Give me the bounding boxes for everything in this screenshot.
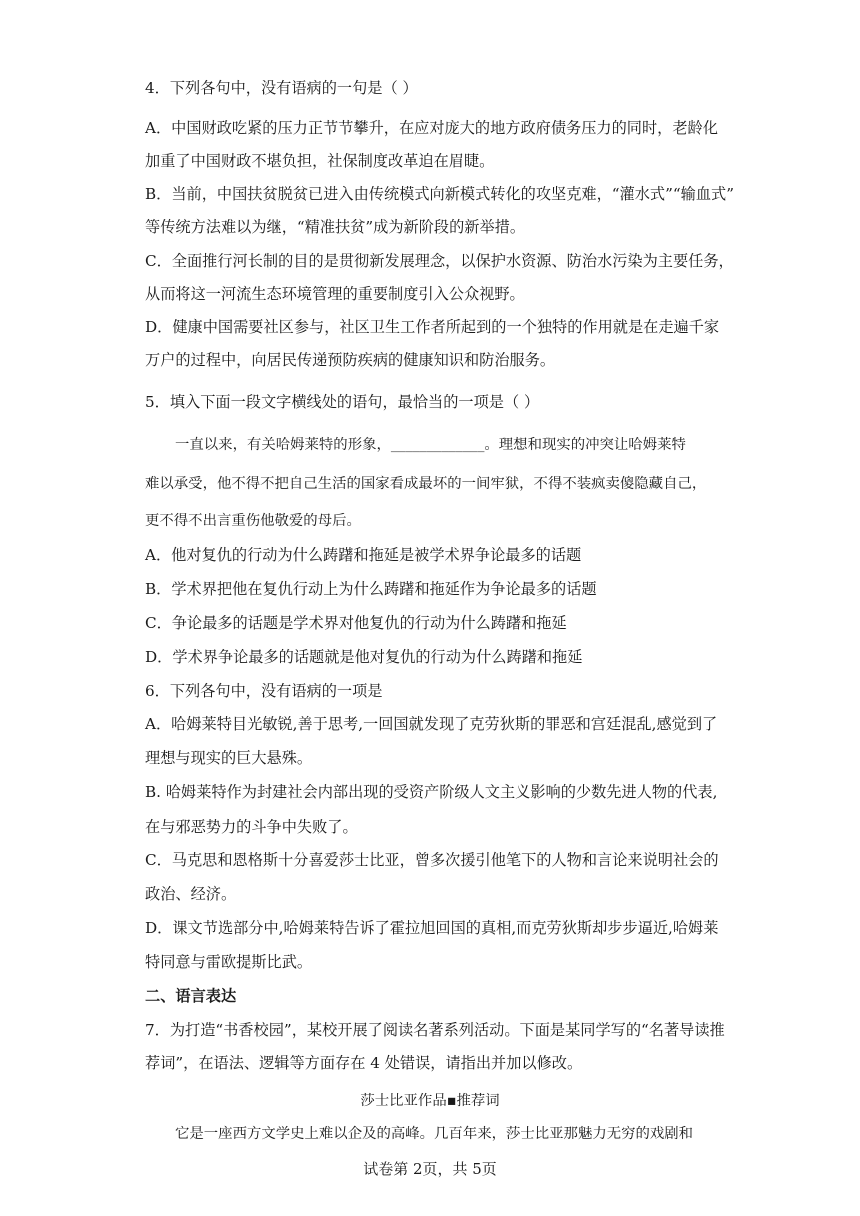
question-5-option-b: B．学术界把他在复仇行动上为什么踌躇和拖延作为争论最多的话题	[145, 580, 597, 598]
question-4-option-a-line2: 加重了中国财政不堪负担，社保制度改革迫在眉睫。	[145, 152, 495, 170]
recommendation-title: 莎士比亚作品▪推荐词	[360, 1093, 500, 1109]
question-5-option-c: C．争论最多的话题是学术界对他复仇的行动为什么踌躇和拖延	[145, 614, 567, 632]
question-5-option-d: D．学术界争论最多的话题就是他对复仇的行动为什么踌躇和拖延	[145, 648, 583, 666]
question-4-stem: 4．下列各句中，没有语病的一句是（ ）	[145, 79, 418, 97]
question-5-stem: 5．填入下面一段文字横线处的语句，最恰当的一项是（ ）	[145, 393, 540, 411]
question-6-option-c-line2: 政治、经济。	[145, 885, 237, 903]
question-6-option-b-line2: 在与邪恶势力的斗争中失败了。	[145, 818, 358, 836]
question-4-option-a-line1: A．中国财政吃紧的压力正节节攀升，在应对庞大的地方政府债务压力的同时，老龄化	[145, 119, 718, 137]
section-heading: 二、语言表达	[145, 987, 237, 1005]
question-4-option-b-line1: B．当前，中国扶贫脱贫已进入由传统模式向新模式转化的攻坚克难，“灌水式”“输血式”	[145, 185, 734, 203]
question-4-option-b-line2: 等传统方法难以为继，“精准扶贫”成为新阶段的新举措。	[145, 218, 526, 236]
question-6-option-a-line2: 理想与现实的巨大悬殊。	[145, 749, 313, 767]
recommendation-body-line1: 它是一座西方文学史上难以企及的高峰。几百年来，莎士比亚那魅力无穷的戏剧和	[175, 1126, 694, 1142]
question-6-option-a-line1: A．哈姆莱特目光敏锐,善于思考,一回国就发现了克劳狄斯的罪恶和宫廷混乱,感觉到了	[145, 715, 718, 733]
question-6-option-d-line1: D．课文节选部分中,哈姆莱特告诉了霍拉旭回国的真相,而克劳狄斯却步步逼近,哈姆莱	[145, 919, 719, 937]
question-7-stem-line1: 7．为打造“书香校园”，某校开展了阅读名著系列活动。下面是某同学写的“名著导读推	[145, 1021, 725, 1039]
page-footer: 试卷第 2页，共 5页	[363, 1160, 497, 1178]
question-6-option-d-line2: 特同意与雷欧提斯比武。	[145, 953, 313, 971]
question-5-option-a: A．他对复仇的行动为什么踌躇和拖延是被学术界争论最多的话题	[145, 546, 582, 564]
question-5-passage-line1: 一直以来，有关哈姆莱特的形象，_____________。理想和现实的冲突让哈姆莱特	[175, 437, 686, 453]
question-4-option-c-line1: C．全面推行河长制的目的是贯彻新发展理念，以保护水资源、防治水污染为主要任务，	[145, 252, 734, 270]
question-5-passage-line3: 更不得不出言重伤他敬爱的母后。	[145, 513, 361, 529]
question-4-option-d-line2: 万户的过程中，向居民传递预防疾病的健康知识和防治服务。	[145, 351, 556, 369]
question-7-stem-line2: 荐词”，在语法、逻辑等方面存在 4 处错误，请指出并加以修改。	[145, 1054, 583, 1072]
question-4-option-c-line2: 从而将这一河流生态环境管理的重要制度引入公众视野。	[145, 285, 525, 303]
question-6-option-b-line1: B. 哈姆莱特作为封建社会内部出现的受资产阶级人文主义影响的少数先进人物的代表,	[145, 783, 718, 801]
question-4-option-d-line1: D．健康中国需要社区参与，社区卫生工作者所起到的一个独特的作用就是在走遍千家	[145, 318, 720, 336]
question-6-option-c-line1: C．马克思和恩格斯十分喜爱莎士比亚，曾多次援引他笔下的人物和言论来说明社会的	[145, 851, 719, 869]
question-5-passage-line2: 难以承受，他不得不把自己生活的国家看成最坏的一间牢狱，不得不装疯卖傻隐藏自己，	[145, 476, 707, 492]
question-6-stem: 6．下列各句中，没有语病的一项是	[145, 682, 383, 700]
